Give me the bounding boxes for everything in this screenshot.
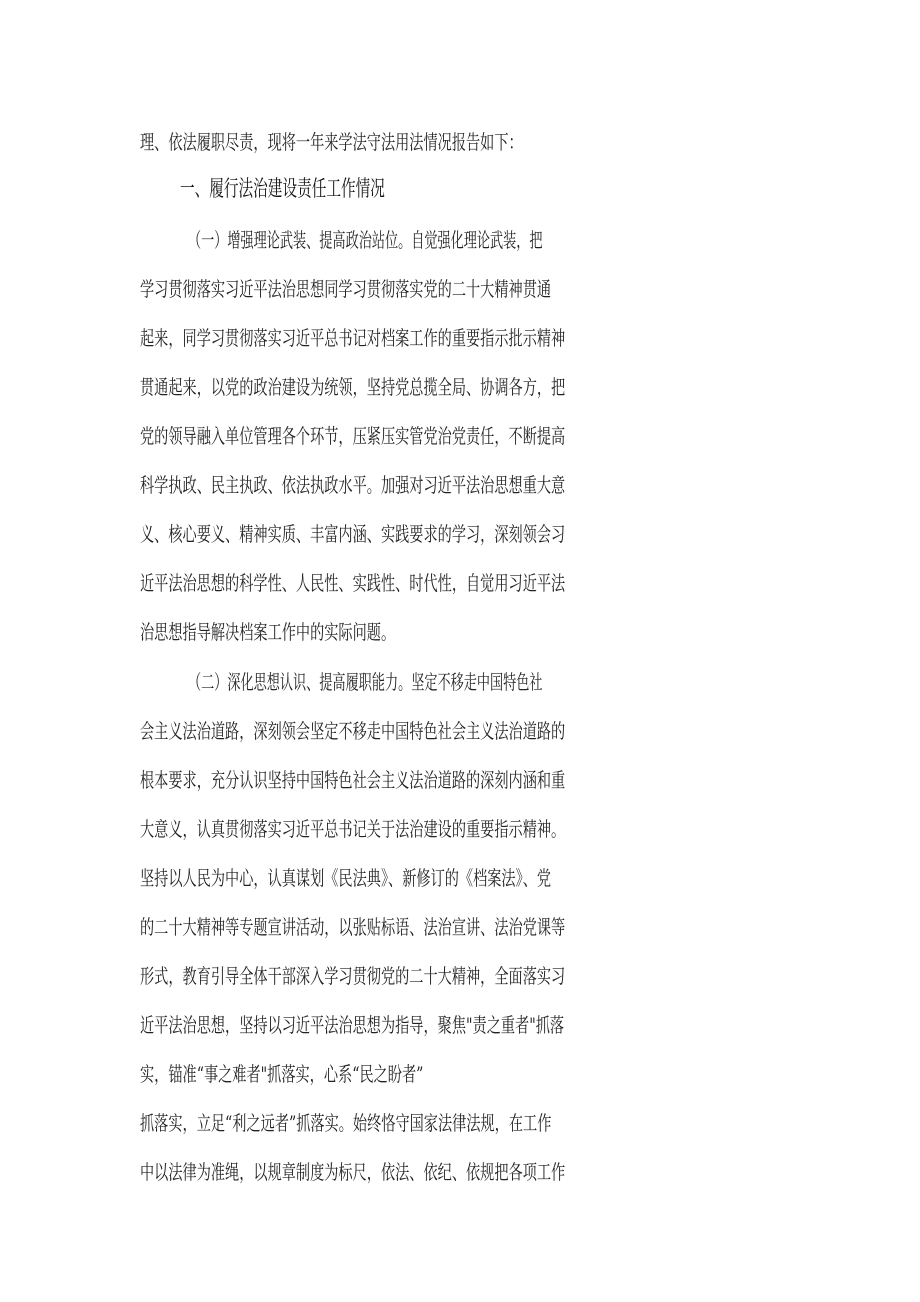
text-line: 根本要求，充分认识坚持中国特色社会主义法治道路的深刻内涵和重 bbox=[140, 768, 566, 792]
text-line: 坚持以人民为中心，认真谋划《民法典》、新修订的《档案法》、党 bbox=[140, 866, 552, 890]
text-line: 贯通起来，以党的政治建设为统领，坚持党总揽全局、协调各方，把 bbox=[140, 375, 566, 399]
text-line: 党的领导融入单位管理各个环节，压紧压实管党治党责任，不断提高 bbox=[140, 424, 566, 448]
text-line: 实，锚准“事之难者"抓落实，心系“民之盼者” bbox=[140, 1062, 424, 1086]
text-line: 治思想指导解决档案工作中的实际问题。 bbox=[140, 620, 396, 644]
text-line: 抓落实，立足“利之远者”抓落实。始终恪守国家法律法规，在工作 bbox=[140, 1111, 552, 1135]
text-line: 起来，同学习贯彻落实习近平总书记对档案工作的重要指示批示精神 bbox=[140, 326, 566, 350]
text-line: 形式，教育引导全体干部深入学习贯彻党的二十大精神，全面落实习 bbox=[140, 964, 566, 988]
section-heading: 一、履行法治建设责任工作情况 bbox=[180, 177, 385, 202]
text-line: 会主义法治道路，深刻领会坚定不移走中国特色社会主义法治道路的 bbox=[140, 719, 566, 743]
text-line: （一）增强理论武装、提高政治站位。自觉强化理论武装，把 bbox=[188, 228, 543, 252]
text-line: 学习贯彻落实习近平法治思想同学习贯彻落实党的二十大精神贯通 bbox=[140, 277, 552, 301]
text-line: （二）深化思想认识、提高履职能力。坚定不移走中国特色社 bbox=[188, 670, 543, 694]
opening-line: 理、依法履职尽责，现将一年来学法守法用法情况报告如下： bbox=[140, 130, 523, 154]
text-line: 近平法治思想，坚持以习近平法治思想为指导，聚焦"责之重者"抓落 bbox=[140, 1013, 565, 1037]
text-line: 科学执政、民主执政、依法执政水平。加强对习近平法治思想重大意 bbox=[140, 473, 566, 497]
text-line: 大意义，认真贯彻落实习近平总书记关于法治建设的重要指示精神。 bbox=[140, 817, 566, 841]
text-line: 的二十大精神等专题宣讲活动，以张贴标语、法治宣讲、法治党课等 bbox=[140, 915, 566, 939]
text-line: 近平法治思想的科学性、人民性、实践性、时代性，自觉用习近平法 bbox=[140, 571, 566, 595]
text-line: 中以法律为准绳，以规章制度为标尺，依法、依纪、依规把各项工作 bbox=[140, 1160, 566, 1184]
text-line: 义、核心要义、精神实质、丰富内涵、实践要求的学习，深刻领会习 bbox=[140, 522, 566, 546]
